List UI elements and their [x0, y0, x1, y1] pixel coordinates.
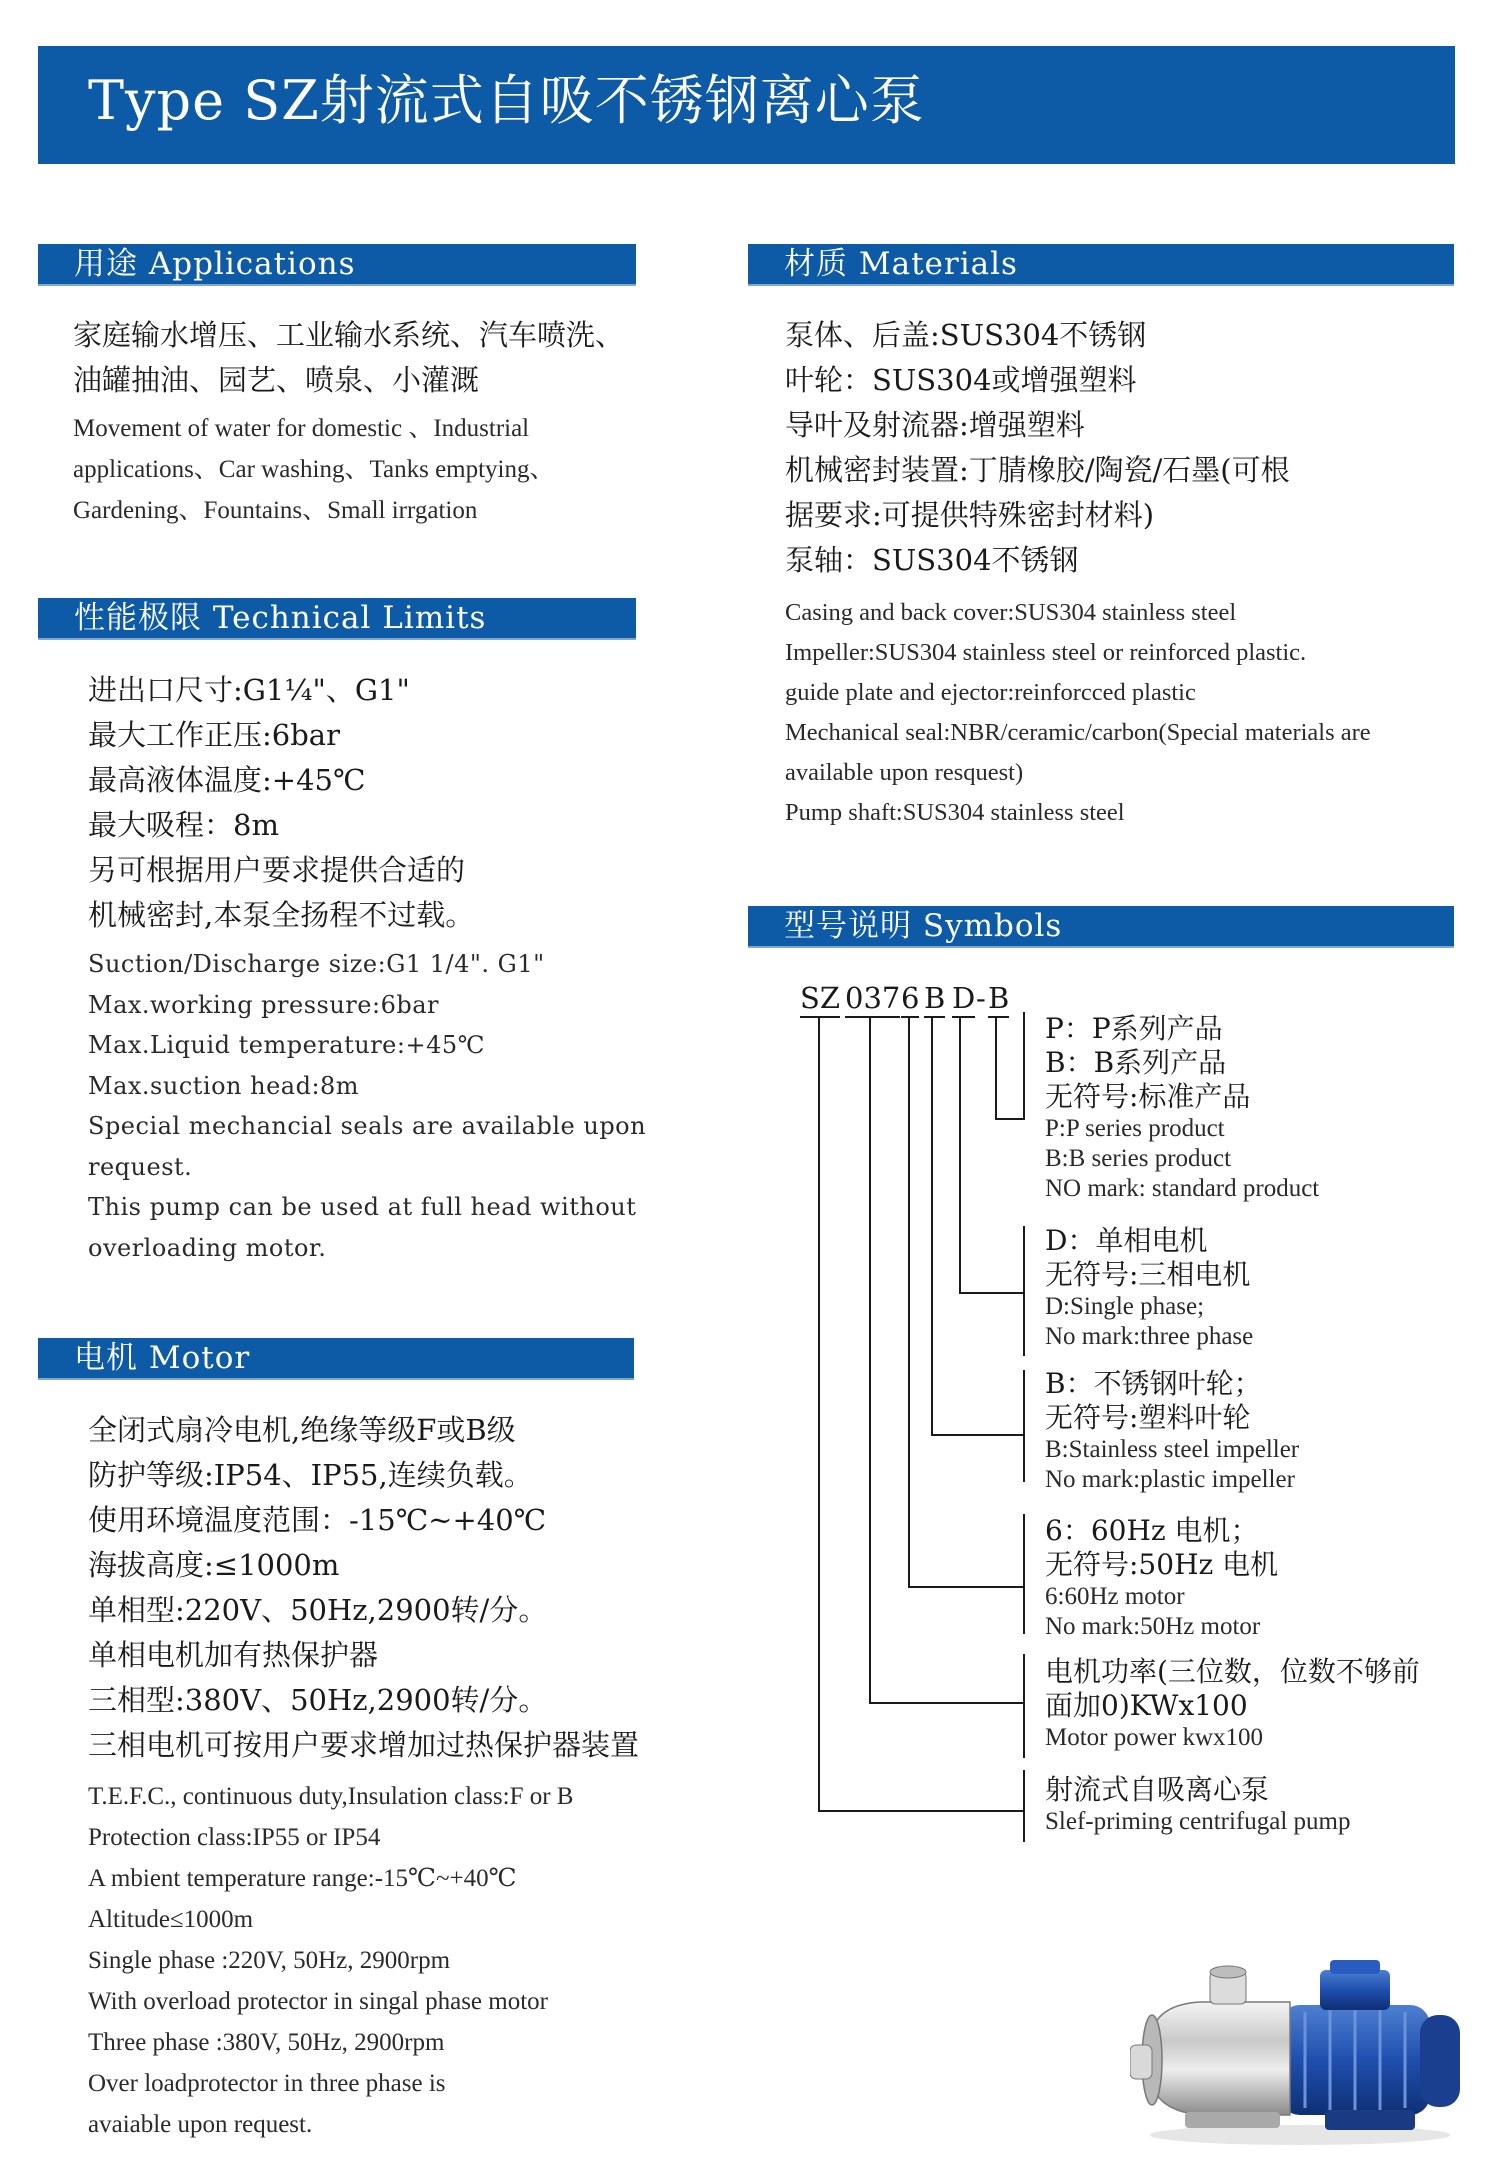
applications-heading-bar	[38, 244, 636, 286]
symbol-group-type	[1045, 1773, 1350, 1837]
text-line: overloading motor.	[88, 1233, 327, 1262]
code-dash: -	[976, 981, 986, 1015]
bracket-sz	[1023, 1770, 1025, 1842]
text-line: Mechanical seal:NBR/ceramic/carbon(Special materials are	[785, 719, 1371, 746]
text-line: 使用环境温度范围：-15℃~+40℃	[88, 1503, 547, 1537]
text-line: Single phase :220V, 50Hz, 2900rpm	[88, 1947, 451, 1974]
page-title: Type SZ射流式自吸不锈钢离心泵	[88, 69, 925, 132]
text-line: 单相型:220V、50Hz,2900转/分。	[88, 1593, 548, 1627]
technical-limits-heading: 性能极限 Technical Limits	[74, 600, 487, 636]
text-line: No mark:50Hz motor	[1045, 1613, 1261, 1640]
applications-cn-text	[73, 313, 624, 403]
symbols-heading: 型号说明 Symbols	[784, 908, 1063, 944]
text-line: 叶轮：SUS304或增强塑料	[785, 363, 1137, 397]
text-line: Casing and back cover:SUS304 stainless steel	[785, 599, 1237, 626]
code-series: B	[988, 980, 1009, 1018]
text-line: 最大工作正压:6bar	[88, 718, 340, 752]
text-line: avaiable upon request.	[88, 2111, 313, 2138]
symbol-group-power	[1045, 1655, 1420, 1753]
text-line: D：单相电机	[1045, 1224, 1208, 1257]
text-line: 家庭输水增压、工业输水系统、汽车喷洗、	[73, 318, 625, 352]
text-line: No mark:three phase	[1045, 1323, 1254, 1350]
code-impeller: B	[924, 980, 945, 1018]
text-line: 最大吸程：8m	[88, 808, 279, 842]
text-line: 电机功率(三位数，位数不够前	[1045, 1655, 1420, 1688]
code-phase: D	[952, 980, 975, 1018]
text-line: B:B series product	[1045, 1145, 1232, 1172]
text-line: 海拔高度:≤1000m	[88, 1548, 340, 1582]
text-line: P:P series product	[1045, 1115, 1225, 1142]
text-line: 全闭式扇冷电机,绝缘等级F或B级	[88, 1413, 516, 1447]
text-line: 射流式自吸离心泵	[1045, 1773, 1270, 1806]
text-line: 进出口尺寸:G1¼"、G1"	[88, 673, 410, 707]
connector-series-h	[995, 1118, 1023, 1120]
title-banner	[38, 46, 1455, 164]
text-line: No mark:plastic impeller	[1045, 1466, 1295, 1493]
bracket-series	[1023, 1012, 1025, 1120]
code-frequency: 6	[901, 980, 919, 1018]
text-line: Suction/Discharge size:G1 1/4". G1"	[88, 950, 545, 978]
text-line: B：不锈钢叶轮；	[1045, 1367, 1262, 1400]
text-line: 6:60Hz motor	[1045, 1583, 1185, 1610]
text-line: D:Single phase;	[1045, 1293, 1205, 1320]
applications-heading: 用途 Applications	[74, 246, 356, 282]
text-line: 导叶及射流器:增强塑料	[785, 408, 1085, 442]
technical-limits-en-text	[88, 944, 646, 1268]
text-line: 机械密封,本泵全扬程不过载。	[88, 898, 475, 932]
motor-heading: 电机 Motor	[74, 1340, 251, 1376]
text-line: 6：60Hz 电机；	[1045, 1514, 1259, 1547]
text-line: 机械密封装置:丁腈橡胶/陶瓷/石墨(可根	[785, 453, 1290, 487]
motor-en-text	[88, 1776, 574, 2145]
motor-cn-text	[88, 1408, 639, 1768]
text-line: 无符号:三相电机	[1045, 1258, 1251, 1291]
text-line: 泵体、后盖:SUS304不锈钢	[785, 318, 1147, 352]
technical-limits-cn-text	[88, 668, 474, 938]
text-line: Max.Liquid temperature:+45℃	[88, 1031, 485, 1059]
applications-en-text	[73, 408, 555, 531]
text-line: Motor power kwx100	[1045, 1724, 1264, 1751]
connector-phase	[959, 1018, 961, 1294]
text-line: Pump shaft:SUS304 stainless steel	[785, 799, 1125, 826]
text-line: 油罐抽油、园艺、喷泉、小灌溉	[73, 363, 480, 397]
bracket-phase	[1023, 1226, 1025, 1356]
text-line: 最高液体温度:+45℃	[88, 763, 366, 797]
pump-image	[1130, 1950, 1470, 2150]
text-line: Over loadprotector in three phase is	[88, 2070, 446, 2097]
text-line: This pump can be used at full head without	[88, 1193, 637, 1221]
bracket-frequency	[1023, 1514, 1025, 1634]
connector-power-h	[869, 1702, 1023, 1704]
bracket-power	[1023, 1654, 1025, 1758]
text-line: Special mechancial seals are available upon	[88, 1112, 647, 1140]
text-line: Three phase :380V, 50Hz, 2900rpm	[88, 2029, 445, 2056]
text-line: Movement of water for domestic 、Industrial	[73, 415, 530, 442]
text-line: 面加0)KWx100	[1045, 1689, 1248, 1722]
connector-sz-h	[818, 1810, 1023, 1812]
text-line: Altitude≤1000m	[88, 1906, 254, 1933]
text-line: T.E.F.C., continuous duty,Insulation class:F or B	[88, 1783, 574, 1810]
connector-impeller	[931, 1018, 933, 1436]
text-line: A mbient temperature range:-15℃~+40℃	[88, 1865, 517, 1892]
code-sz: SZ	[800, 980, 840, 1018]
text-line: Gardening、Fountains、Small irrgation	[73, 497, 478, 524]
text-line: 防护等级:IP54、IP55,连续负载。	[88, 1458, 533, 1492]
connector-impeller-h	[931, 1434, 1023, 1436]
text-line: 无符号:塑料叶轮	[1045, 1401, 1251, 1434]
symbol-group-frequency	[1045, 1514, 1278, 1642]
materials-heading: 材质 Materials	[784, 246, 1018, 282]
text-line: Max.working pressure:6bar	[88, 990, 439, 1019]
text-line: 泵轴：SUS304不锈钢	[785, 543, 1079, 577]
materials-en-text	[785, 593, 1371, 833]
symbols-heading-bar	[748, 906, 1454, 948]
text-line: 据要求:可提供特殊密封材料)	[785, 498, 1155, 532]
text-line: Max.suction head:8m	[88, 1071, 360, 1100]
text-line: 三相电机可按用户要求增加过热保护器装置	[88, 1728, 640, 1762]
text-line: With overload protector in singal phase motor	[88, 1988, 548, 2015]
text-line: 无符号:50Hz 电机	[1045, 1548, 1279, 1581]
code-power: 037	[845, 980, 900, 1018]
text-line: request.	[88, 1152, 193, 1181]
text-line: P：P系列产品	[1045, 1012, 1223, 1045]
symbol-group-impeller	[1045, 1367, 1299, 1495]
motor-heading-bar	[38, 1338, 634, 1380]
bracket-impeller	[1023, 1370, 1025, 1482]
connector-frequency-h	[908, 1586, 1023, 1588]
text-line: available upon resquest)	[785, 759, 1024, 786]
symbol-group-series	[1045, 1012, 1319, 1204]
text-line: Impeller:SUS304 stainless steel or reinforced plastic.	[785, 639, 1307, 666]
connector-phase-h	[959, 1292, 1023, 1294]
connector-series	[995, 1018, 997, 1120]
materials-cn-text	[785, 313, 1290, 583]
text-line: 单相电机加有热保护器	[88, 1638, 379, 1672]
text-line: B:Stainless steel impeller	[1045, 1436, 1300, 1463]
text-line: Protection class:IP55 or IP54	[88, 1824, 381, 1851]
text-line: 无符号:标准产品	[1045, 1080, 1251, 1113]
text-line: applications、Car washing、Tanks emptying、	[73, 456, 555, 483]
connector-sz	[818, 1018, 820, 1812]
text-line: 三相型:380V、50Hz,2900转/分。	[88, 1683, 548, 1717]
text-line: Slef-priming centrifugal pump	[1045, 1808, 1351, 1835]
connector-frequency	[908, 1018, 910, 1588]
symbol-group-phase	[1045, 1224, 1253, 1352]
text-line: NO mark: standard product	[1045, 1175, 1320, 1202]
connector-power	[869, 1018, 871, 1704]
text-line: B：B系列产品	[1045, 1046, 1227, 1079]
text-line: 另可根据用户要求提供合适的	[88, 853, 466, 887]
materials-heading-bar	[748, 244, 1454, 286]
text-line: guide plate and ejector:reinforcced plastic	[785, 679, 1196, 706]
technical-limits-heading-bar	[38, 598, 636, 640]
